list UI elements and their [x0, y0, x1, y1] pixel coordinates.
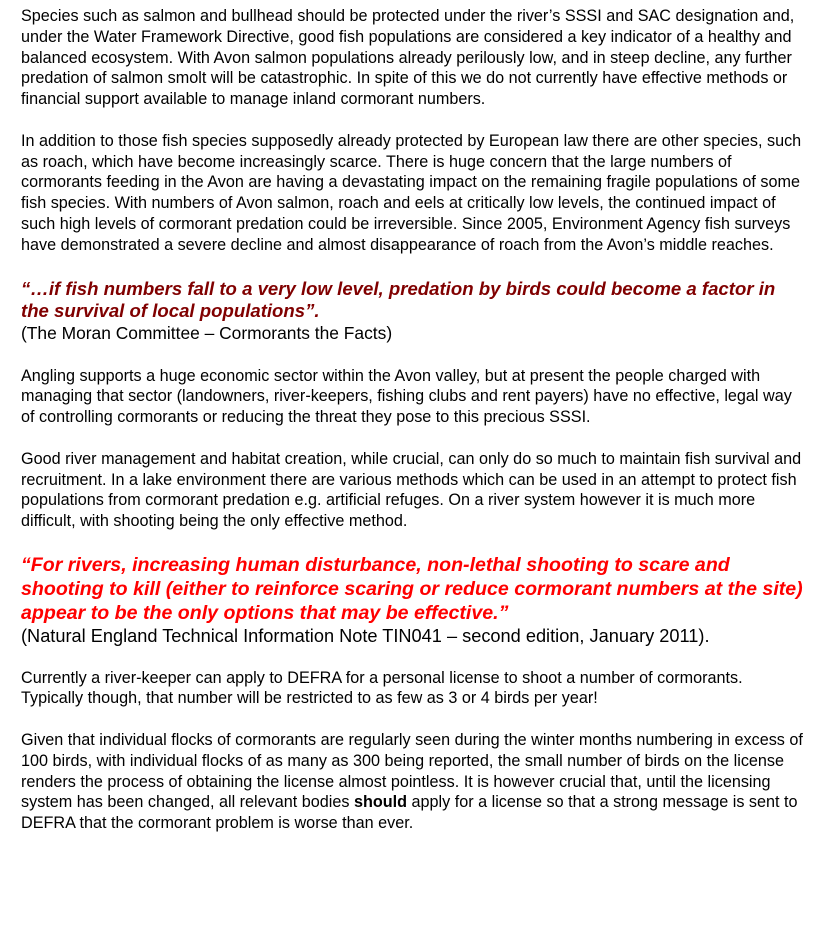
paragraph-river-management: Good river management and habitat creation, while crucial, can only do so much to maintain fish survival and recruitment. In a lake environment there are various methods which can be used in an attempt to protect fish populations from cormorant predation e.g. artificial refuges. On a river system however it is much more difficult, with shooting being the only effective method. — [21, 449, 802, 531]
quote-natural-england: “For rivers, increasing human disturbance, non-lethal shooting to scare and shooting to kill (either to reinforce scaring or reduce cormorant numbers at the site) appear to be the only options that may be effective.” — [21, 553, 803, 624]
quote-moran-committee: “…if fish numbers fall to a very low level, predation by birds could become a factor in the survival of local populations”. — [21, 277, 776, 321]
emphasis-should: should — [353, 793, 408, 812]
paragraph-cormorant-flocks — [21, 730, 803, 834]
paragraph-cormorant-flocks-end: apply for a license so that a strong message is sent to DEFRA that the cormorant problem is worse than ever. — [21, 793, 798, 833]
paragraph-defra-license: Currently a river-keeper can apply to DEFRA for a personal license to shoot a number of cormorants. Typically though, that number will be restricted to as few as 3 or 4 birds per year! — [21, 668, 743, 708]
paragraph-species-protection: Species such as salmon and bullhead should be protected under the river’s SSSI and SAC designation and, under the Water Framework Directive, good fish populations are considered a key indicator of a healthy and balanced ecosystem. With Avon salmon populations already perilously low, and in steep decline, any further predation of salmon smolt will be catastrophic. In spite of this we do not currently have effective methods or financial support available to manage inland cormorant numbers. — [21, 7, 795, 109]
quote-moran-source: (The Moran Committee – Cormorants the Facts) — [21, 322, 393, 343]
quote-natural-england-source: (Natural England Technical Information Note TIN041 – second edition, January 2011). — [21, 625, 710, 646]
paragraph-roach-decline: In addition to those fish species supposedly already protected by European law there are other species, such as roach, which have become increasingly scarce. There is huge concern that the large numbers of cormorants feeding in the Avon are having a devastating impact on the remaining fragile populations of some fish species. With numbers of Avon salmon, roach and eels at critically low levels, the continued impact of such high levels of cormorant predation could be irreversible. Since 2005, Environment Agency fish surveys have demonstrated a severe decline and almost disappearance of roach from the Avon’s middle reaches. — [21, 131, 802, 254]
paragraph-cormorant-flocks-text: Given that individual flocks of cormorants are regularly seen during the winter months numbering in excess of 100 birds, with individual flocks of as many as 300 being reported, the small number of birds on the license renders the process of obtaining the license almost pointless. It is however crucial that, until the licensing system has been changed, all relevant bodies — [21, 730, 803, 812]
paragraph-angling-economy: Angling supports a huge economic sector within the Avon valley, but at present the people charged with managing that sector (landowners, river-keepers, fishing clubs and rent payers) have no effective, legal way of controlling cormorants or reducing the threat they pose to this precious SSSI. — [21, 366, 792, 427]
